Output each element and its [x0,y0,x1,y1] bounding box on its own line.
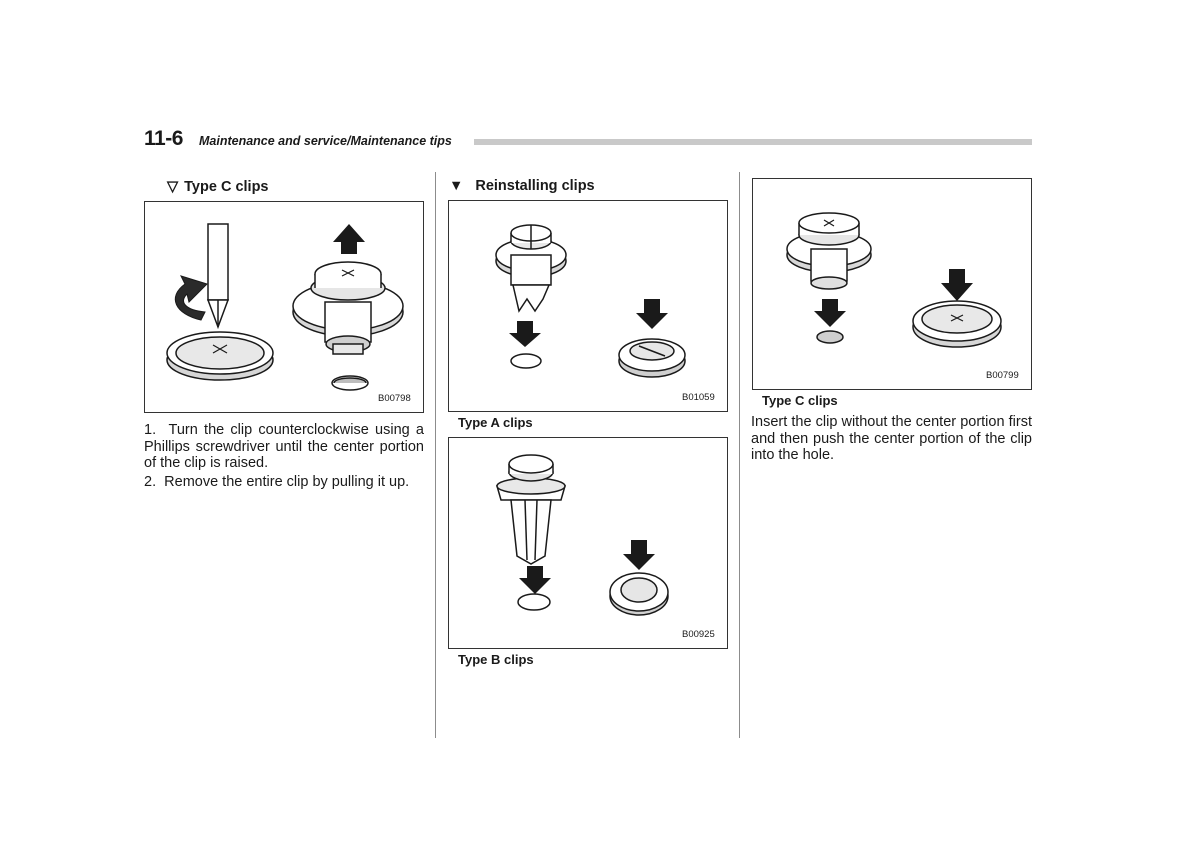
step-number: 2. [144,474,157,490]
down-arrow-icon [814,299,846,327]
down-arrow-icon [509,321,541,347]
mounting-hole-icon [511,354,541,368]
type-b-clip-icon [497,455,565,564]
down-arrow-icon [519,566,551,594]
type-c-clip-icon [787,213,871,289]
step-2 [144,474,426,491]
type-a-clip-icon [496,225,566,311]
clip-cap-icon [167,332,273,380]
open-triangle-icon: ▽ [167,179,179,195]
step-text: Turn the clip counterclockwise using a Phillips screwdriver until the center portion of the clip is raised. [144,422,424,471]
down-arrow-icon [623,540,655,570]
mounting-hole-icon [332,376,368,390]
clip-cap-icon [913,301,1001,347]
left-subheading-text: Type C clips [184,179,269,195]
installed-clip-icon [619,339,685,377]
screwdriver-icon [208,224,228,327]
counterclockwise-arrow-icon [175,276,207,320]
figure-a-caption: Type A clips [458,415,533,430]
figure-code: B00798 [378,393,411,404]
clip-body-icon [293,262,403,354]
column-divider-2 [739,172,740,738]
figure-type-a [448,200,728,412]
type-a-illustration [449,201,727,411]
figure-code: B00925 [682,629,715,640]
figure-type-c-removal [144,201,424,413]
step-1 [144,422,424,472]
page-number: 11-6 [144,127,183,150]
figure-c-caption: Type C clips [762,393,838,408]
mounting-hole-icon [518,594,550,610]
type-b-illustration [449,438,727,648]
installed-clip-icon [610,573,668,615]
filled-triangle-icon: ▼ [449,178,464,194]
down-arrow-icon [636,299,668,329]
figure-code: B01059 [682,392,715,403]
down-arrow-icon [941,269,973,301]
figure-b-caption: Type B clips [458,652,534,667]
up-arrow-icon [333,224,365,254]
type-c-install-illustration [753,179,1031,389]
middle-heading [449,178,595,194]
figure-type-b [448,437,728,649]
middle-heading-text: Reinstalling clips [475,178,595,194]
figure-type-c-install [752,178,1032,390]
step-text: Remove the entire clip by pulling it up. [164,474,410,490]
step-number: 1. [144,422,157,438]
mounting-hole-icon [817,331,843,343]
column-divider-1 [435,172,436,738]
figure-code: B00799 [986,370,1019,381]
left-subheading [167,179,269,195]
section-title: Maintenance and service/Maintenance tips [199,134,452,148]
type-c-removal-illustration [145,202,423,412]
install-paragraph: Insert the clip without the center portion first and then push the center portion of the clip into the hole. [751,414,1032,463]
